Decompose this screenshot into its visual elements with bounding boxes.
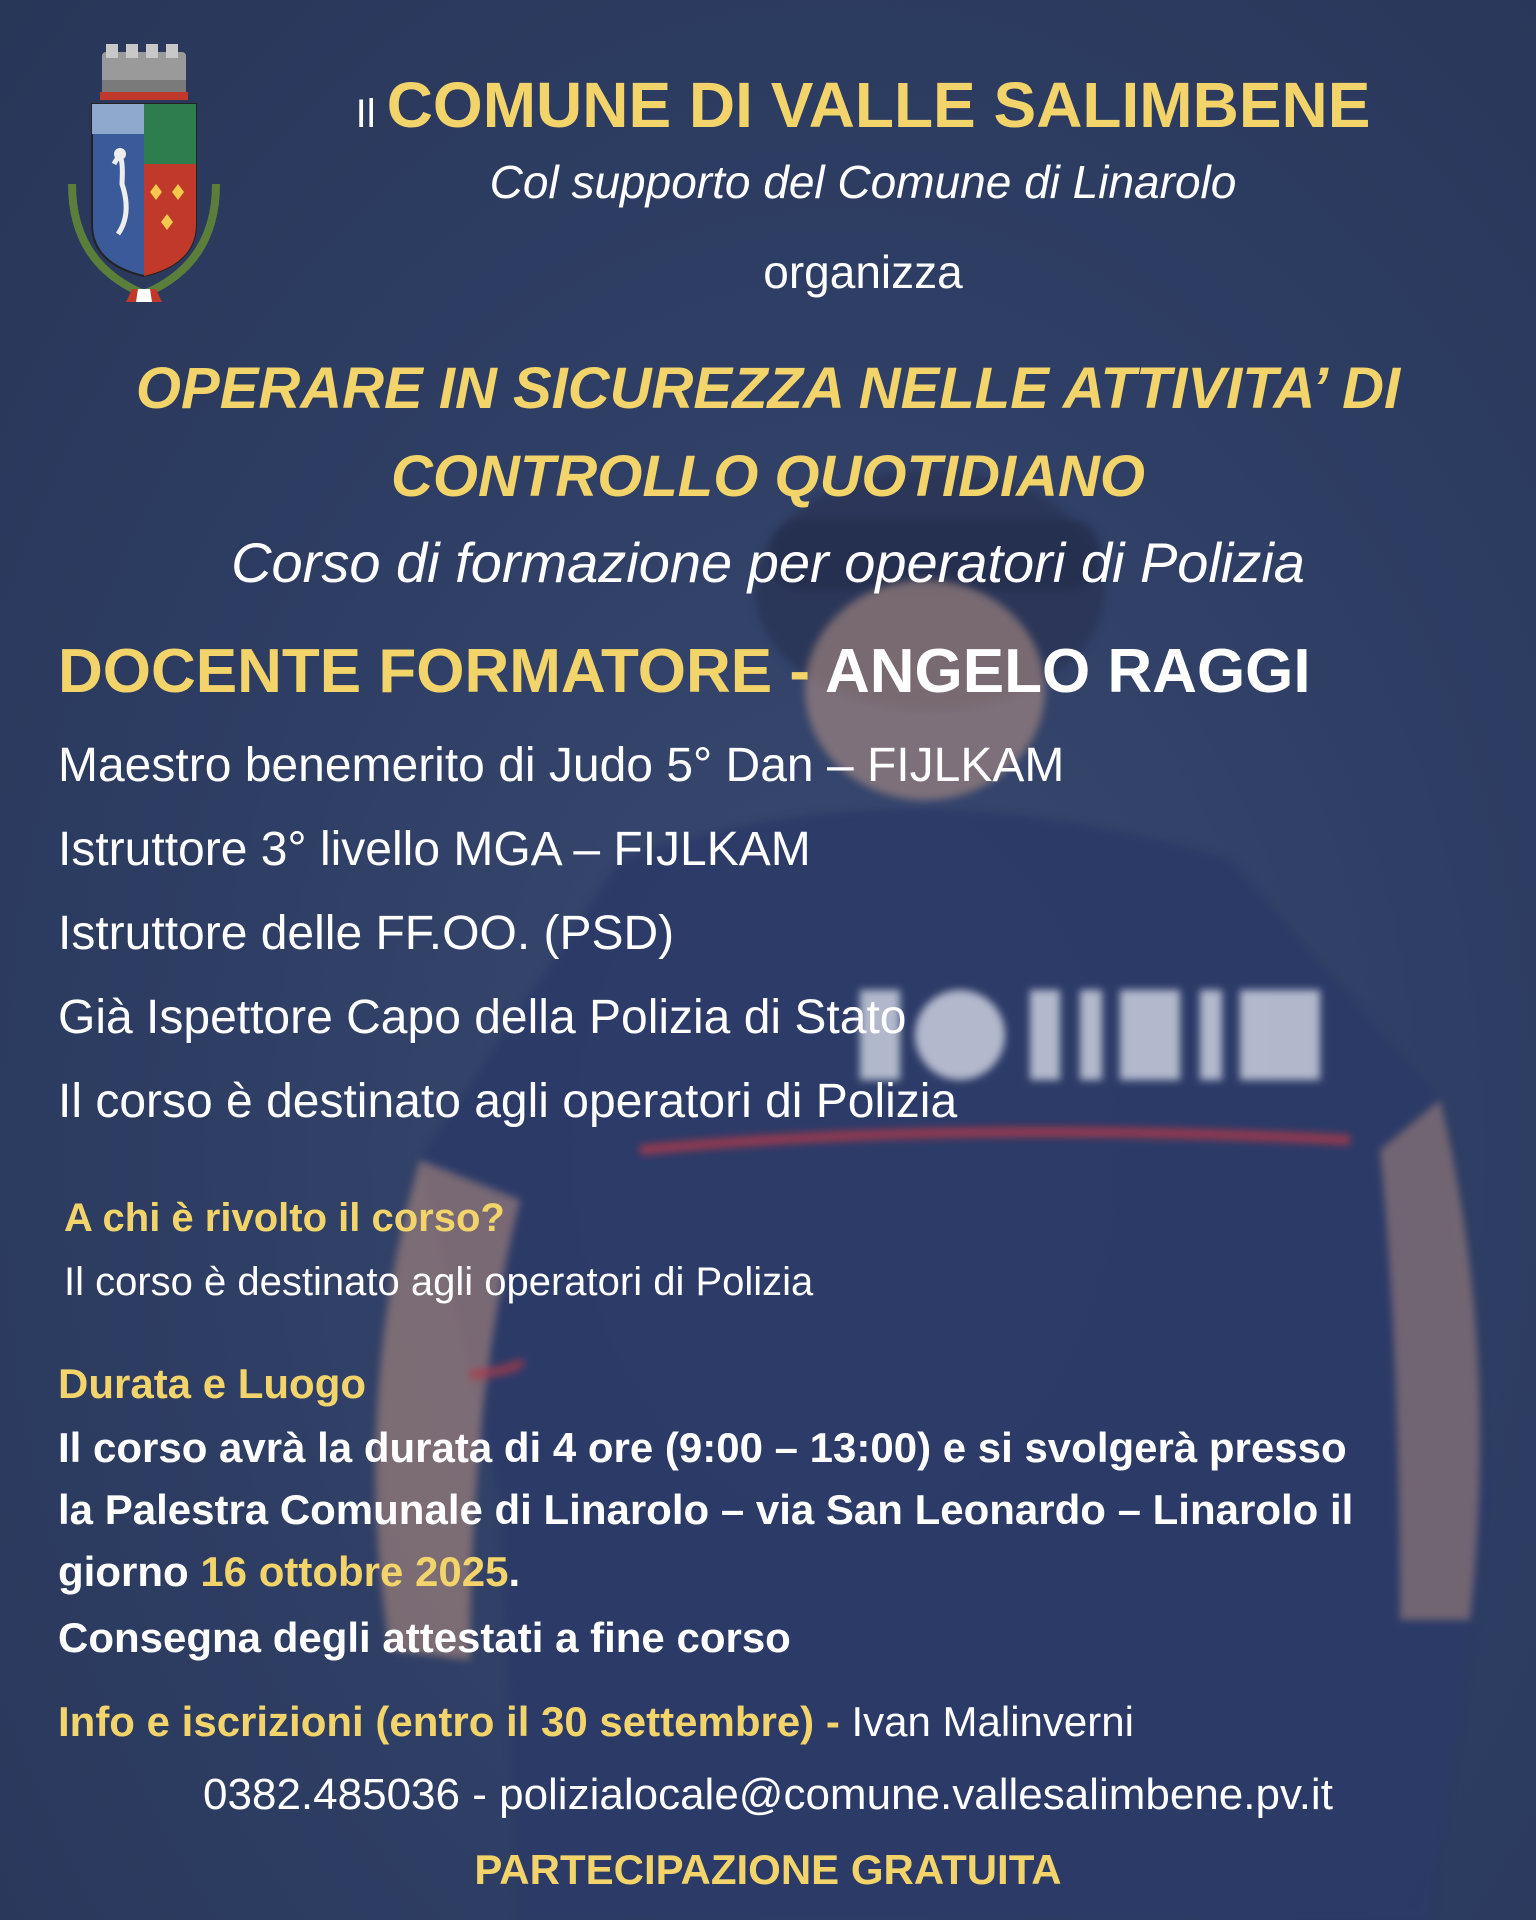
- trainer-heading: [58, 636, 1311, 707]
- details-line3-prefix: giorno: [58, 1548, 201, 1595]
- details-label: Durata e Luogo: [58, 1360, 367, 1407]
- details-line1: Il corso avrà la durata di 4 ore (9:00 – 13:00) e si svolgerà presso: [58, 1424, 1347, 1471]
- trainer-credential: Già Ispettore Capo della Polizia di Stato: [58, 991, 907, 1044]
- contact-separator: -: [459, 1770, 500, 1819]
- details-line3-suffix: .: [508, 1548, 521, 1595]
- info-line: [58, 1698, 1134, 1746]
- audience-answer: Il corso è destinato agli operatori di Polizia: [64, 1260, 814, 1304]
- details-line3: [58, 1548, 520, 1596]
- trainer-credential: Istruttore delle FF.OO. (PSD): [58, 907, 675, 960]
- support-line: Col supporto del Comune di Linarolo: [489, 156, 1237, 208]
- contact-person: Ivan Malinverni: [851, 1698, 1134, 1745]
- free-participation-note: PARTECIPAZIONE GRATUITA: [474, 1846, 1062, 1893]
- trainer-separator: -: [772, 637, 825, 706]
- details-line2: la Palestra Comunale di Linarolo – via San Leonardo – Linarolo il: [58, 1486, 1354, 1533]
- organizer-name: COMUNE DI VALLE SALIMBENE: [386, 69, 1371, 141]
- contact-email[interactable]: polizialocale@comune.vallesalimbene.pv.it: [499, 1770, 1333, 1819]
- trainer-label: DOCENTE FORMATORE: [58, 637, 773, 706]
- course-title-line2: CONTROLLO QUOTIDIANO: [391, 444, 1145, 509]
- info-label: Info e iscrizioni (entro il 30 settembre): [58, 1698, 815, 1745]
- audience-question: A chi è rivolto il corso?: [64, 1196, 505, 1240]
- details-line4: Consegna degli attestati a fine corso: [58, 1614, 791, 1661]
- course-date: 16 ottobre 2025: [200, 1548, 509, 1595]
- trainer-name: ANGELO RAGGI: [824, 637, 1311, 706]
- course-title-line1: OPERARE IN SICUREZZA NELLE ATTIVITA’ DI: [135, 356, 1401, 421]
- organizer-prefix: Il: [355, 92, 387, 136]
- trainer-credential: Maestro benemerito di Judo 5° Dan – FIJLKAM: [58, 739, 1065, 792]
- organizes-verb: organizza: [763, 246, 963, 298]
- organizer-heading: [0, 68, 1536, 142]
- trainer-credential: Istruttore 3° livello MGA – FIJLKAM: [58, 823, 811, 876]
- contact-line: [0, 1770, 1536, 1820]
- course-subtitle: Corso di formazione per operatori di Polizia: [231, 531, 1305, 594]
- trainer-credential: Il corso è destinato agli operatori di Polizia: [58, 1075, 958, 1128]
- info-separator: -: [814, 1698, 852, 1745]
- contact-phone[interactable]: 0382.485036: [203, 1770, 460, 1819]
